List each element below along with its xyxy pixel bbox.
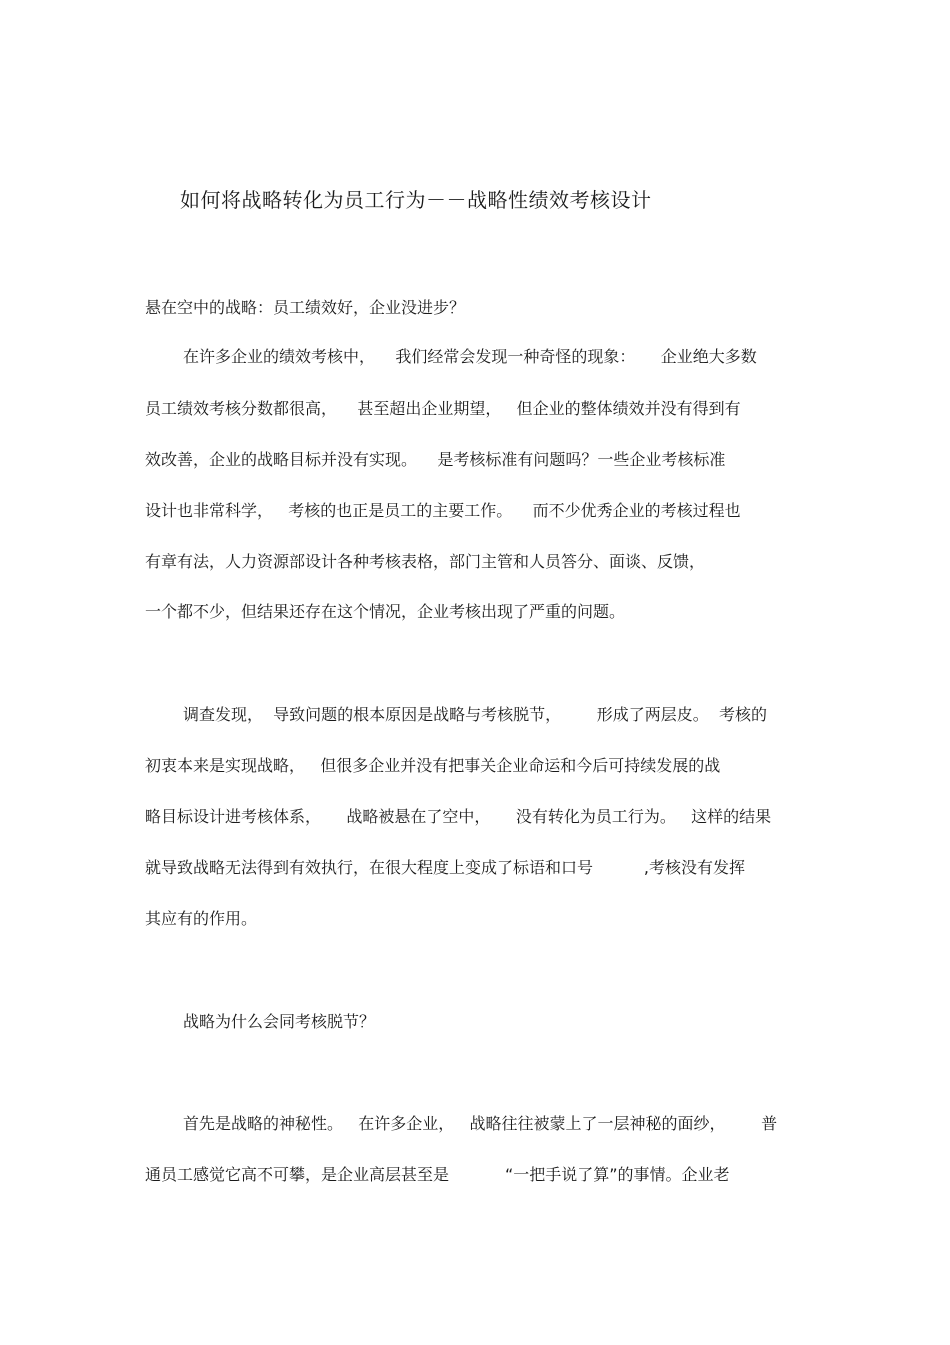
paragraph-line: 在许多企业的绩效考核中， 我们经常会发现一种奇怪的现象： 企业绝大多数	[183, 347, 757, 366]
document-title: 如何将战略转化为员工行为－－战略性绩效考核设计	[180, 188, 652, 212]
paragraph-line: 通员工感觉它高不可攀，是企业高层甚至是 “一把手说了算”的事情。企业老	[145, 1165, 730, 1184]
paragraph-line: 其应有的作用。	[145, 909, 258, 928]
paragraph-line: 一个都不少，但结果还存在这个情况，企业考核出现了严重的问题。	[145, 602, 626, 621]
section-heading: 悬在空中的战略：员工绩效好，企业没进步？	[145, 298, 466, 317]
paragraph-line: 初衷本来是实现战略， 但很多企业并没有把事关企业命运和今后可持续发展的战	[145, 756, 721, 775]
paragraph-line: 调查发现， 导致问题的根本原因是战略与考核脱节， 形成了两层皮。 考核的	[183, 705, 767, 724]
paragraph-line: 略目标设计进考核体系， 战略被悬在了空中， 没有转化为员工行为。 这样的结果	[145, 807, 772, 826]
paragraph-line: 就导致战略无法得到有效执行，在很大程度上变成了标语和口号 ,考核没有发挥	[145, 858, 745, 877]
section-heading: 战略为什么会同考核脱节？	[183, 1012, 376, 1031]
paragraph-line: 有章有法，人力资源部设计各种考核表格，部门主管和人员答分、面谈、反馈，	[145, 552, 706, 571]
paragraph-line: 设计也非常科学， 考核的也正是员工的主要工作。 而不少优秀企业的考核过程也	[145, 501, 741, 520]
paragraph-line: 员工绩效考核分数都很高， 甚至超出企业期望， 但企业的整体绩效并没有得到有	[145, 399, 741, 418]
paragraph-line: 效改善，企业的战略目标并没有实现。 是考核标准有问题吗？一些企业考核标准	[145, 450, 726, 469]
paragraph-line: 首先是战略的神秘性。 在许多企业， 战略往往被蒙上了一层神秘的面纱， 普	[183, 1114, 778, 1133]
